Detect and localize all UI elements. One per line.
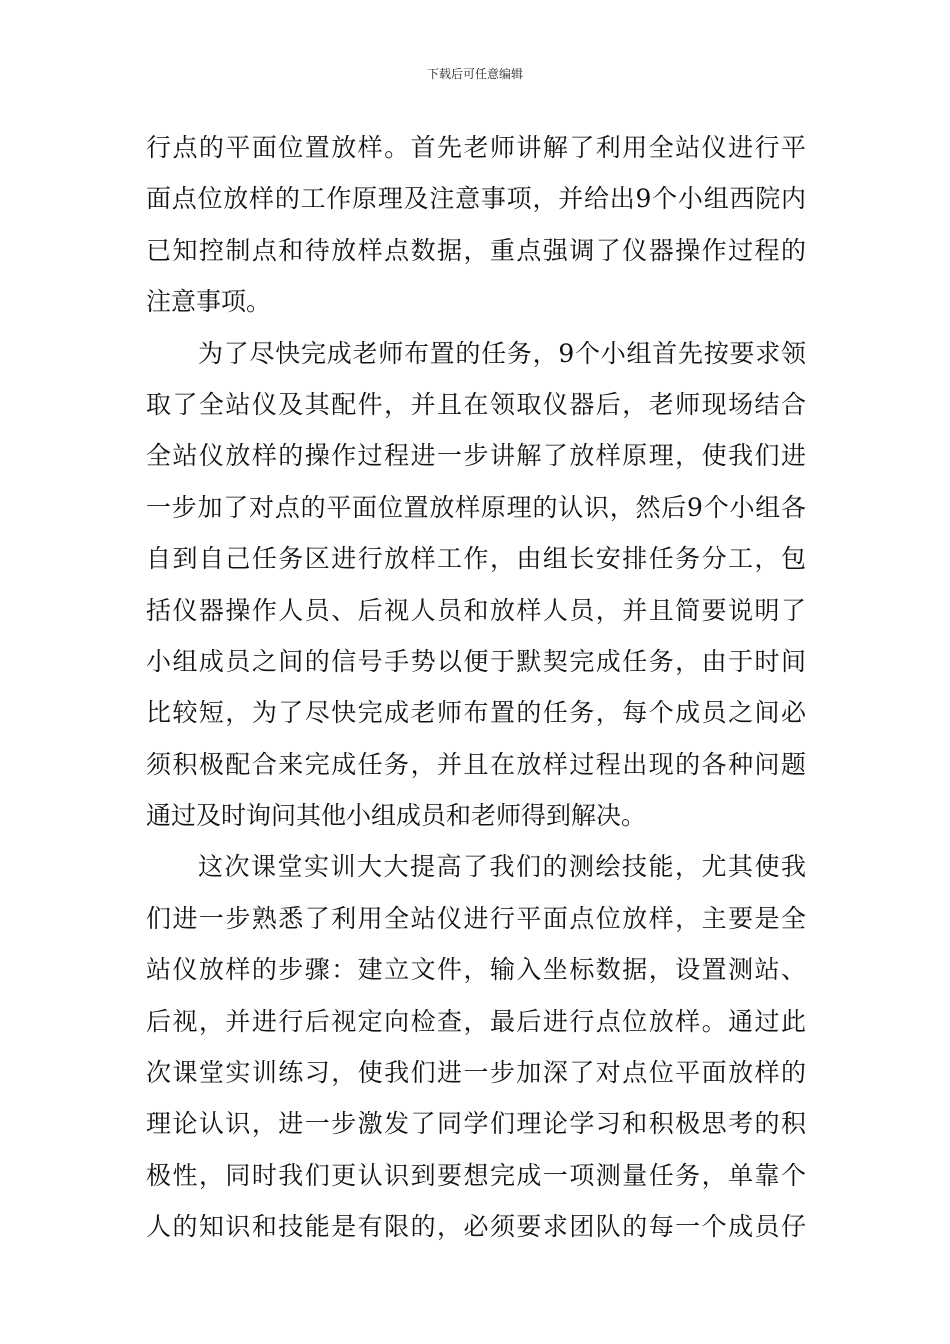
- text-line: 后视，并进行后视定向检查，最后进行点位放样。通过此: [146, 1006, 806, 1036]
- text-line: 一步加了对点的平面位置放样原理的认识，然后9个小组各: [146, 492, 806, 522]
- text-line: 行点的平面位置放样。首先老师讲解了利用全站仪进行平: [146, 133, 806, 162]
- text-line: 这次课堂实训大大提高了我们的测绘技能，尤其使我: [198, 852, 806, 882]
- text-line: 括仪器操作人员、后视人员和放样人员，并且简要说明了: [146, 595, 806, 625]
- text-line: 面点位放样的工作原理及注意事项，并给出9个小组西院内: [146, 184, 806, 214]
- text-line: 比较短，为了尽快完成老师布置的任务，每个成员之间必: [146, 698, 806, 728]
- text-line: 极性，同时我们更认识到要想完成一项测量任务，单靠个: [146, 1160, 806, 1190]
- text-line: 已知控制点和待放样点数据，重点强调了仪器操作过程的: [146, 235, 806, 265]
- text-line: 自到自己任务区进行放样工作，由组长安排任务分工，包: [146, 544, 806, 574]
- text-line: 须积极配合来完成任务，并且在放样过程出现的各种问题: [146, 749, 806, 779]
- text-line: 全站仪放样的操作过程进一步讲解了放样原理，使我们进: [146, 441, 806, 471]
- text-line: 通过及时询问其他小组成员和老师得到解决。: [146, 801, 647, 831]
- text-line: 次课堂实训练习，使我们进一步加深了对点位平面放样的: [146, 1058, 806, 1088]
- text-line: 们进一步熟悉了利用全站仪进行平面点位放样，主要是全: [146, 903, 806, 933]
- page-header: 下载后可任意编辑: [426, 67, 523, 81]
- body-text: [146, 122, 806, 1253]
- text-line: 为了尽快完成老师布置的任务，9个小组首先按要求领: [198, 338, 806, 368]
- text-line: 站仪放样的步骤：建立文件，输入坐标数据，设置测站、: [146, 955, 806, 985]
- text-line: 人的知识和技能是有限的，必须要求团队的每一个成员仔: [146, 1212, 806, 1242]
- text-line: 取了全站仪及其配件，并且在领取仪器后，老师现场结合: [146, 389, 806, 419]
- text-line: 注意事项。: [146, 287, 272, 317]
- text-line: 理论认识，进一步激发了同学们理论学习和积极思考的积: [146, 1109, 806, 1139]
- text-line: 小组成员之间的信号手势以便于默契完成任务，由于时间: [146, 646, 806, 676]
